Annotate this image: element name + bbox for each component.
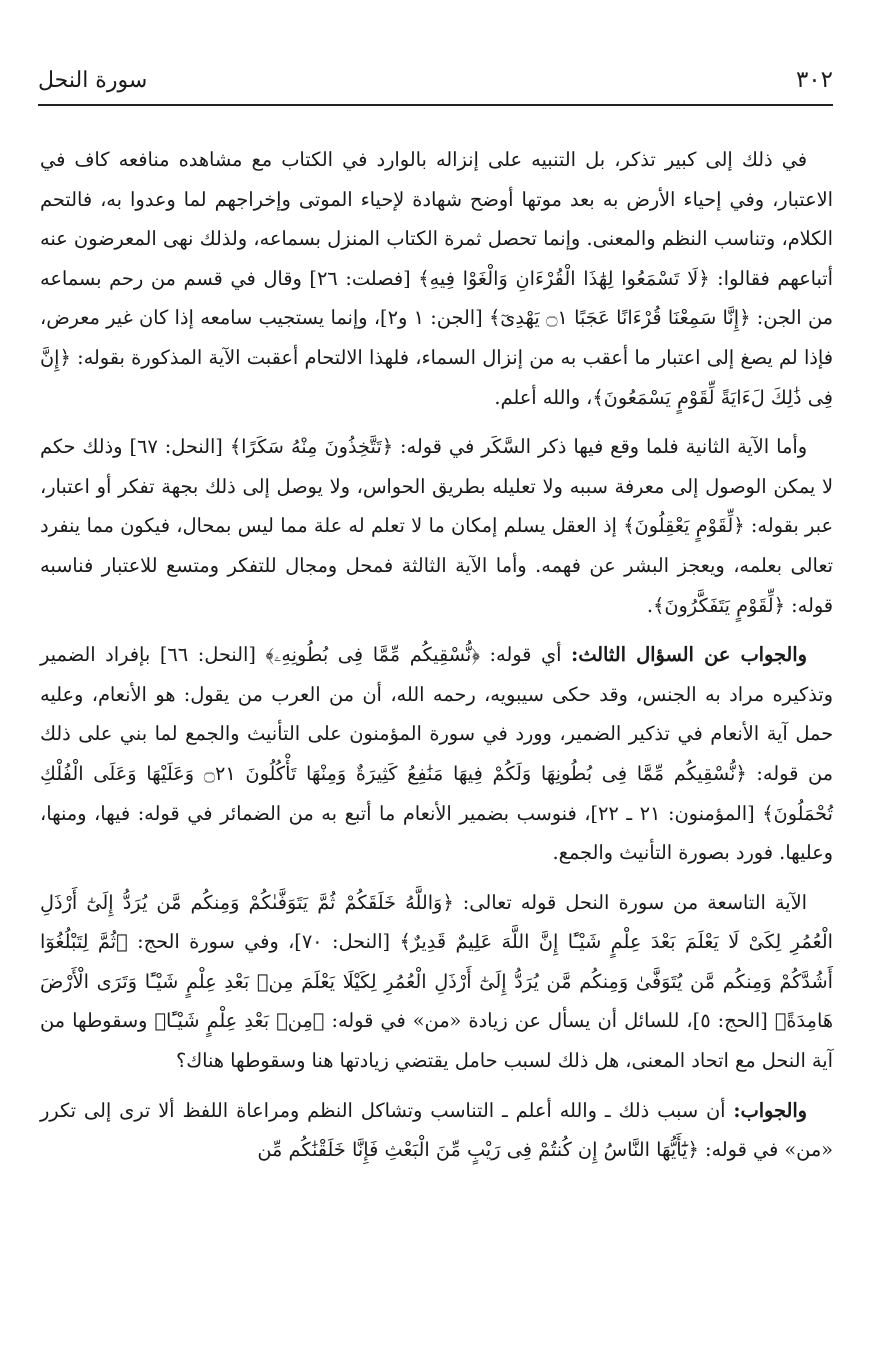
quran-verse: ﴿نُّسْقِيكُم مِّمَّا فِى بُطُونِهَا وَلَكُمْ فِيهَا مَنَٰفِعُ كَثِيرَةٌ وَمِنْهَا تَأْكُلُونَ ۝٢١ وَعَلَيْهَا وَعَلَى الْفُلْكِ تُحْمَلُونَ﴾ — [40, 761, 833, 825]
quran-verse: ﴿وَاللَّهُ خَلَقَكُمْ ثُمَّ يَتَوَفَّىٰكُمْ وَمِنكُم مَّن يُرَدُّ إِلَىٰٓ أَرْذَلِ الْعُمُرِ لِكَىْ لَا يَعْلَمَ بَعْدَ عِلْمٍ شَيْـًٔا إِنَّ اللَّهَ عَلِيمٌ قَدِيرٌ﴾ — [40, 890, 833, 954]
paragraph — [40, 1091, 833, 1170]
quran-verse: ﴿لِّقَوْمٍ يَعْقِلُونَ﴾ — [623, 514, 745, 538]
paragraph — [40, 635, 833, 873]
paragraph-text: الآية التاسعة من سورة النحل قوله تعالى: — [453, 890, 807, 914]
quran-verse: ﴿إِنَّ فِى ذَٰلِكَ لَءَايَةً لِّقَوْمٍ يَسْمَعُونَ﴾ — [40, 345, 833, 409]
paragraph-text: [النحل: ٧٠]، وفي سورة الحج: — [127, 930, 400, 954]
paragraph-text: في ذلك إلى كبير تذكر، بل التنبيه على إنزاله بالوارد في الكتاب مع مشاهده منافعه كاف في الاعتبار، وفي إحياء الأرض به بعد موتها أوضح شهادة لإحياء الموتى وإخراجهم لما وعدوا به، فالتحم الكلام، وتناسب النظم والمعنى. وإنما تحصل ثمرة الكتاب المنزل بسماعه، ولذلك نهى المعرضون عنه أتباعهم فقالوا: — [40, 148, 833, 290]
page-header — [38, 56, 833, 98]
page-number: ٣٠٢ — [795, 67, 833, 93]
paragraph-text: وأما الآية الثانية فلما وقع فيها ذكر السَّكَر في قوله: — [393, 435, 808, 459]
paragraph — [40, 427, 833, 625]
paragraph-text: أي قوله: — [479, 643, 572, 667]
quran-verse: ﴿تَتَّخِذُونَ مِنْهُ سَكَرًا﴾ — [229, 435, 393, 459]
quran-verse: ﴿لَا تَسْمَعُوا لِهَٰذَا الْقُرْءَانِ وَالْغَوْا فِيهِ﴾ — [418, 266, 710, 290]
paragraph-text: أن سبب ذلك ـ والله أعلم ـ التناسب وتشاكل النظم ومراعاة اللفظ ألا ترى إلى تكرر «من» في قوله: — [40, 1098, 833, 1162]
quran-verse: ﴿نُّسْقِيكُم مِّمَّا فِى بُطُونِهِۦ﴾ — [265, 643, 480, 667]
paragraph — [40, 140, 833, 417]
quran-verse: ﴿يَٰٓأَيُّهَا النَّاسُ إِن كُنتُمْ فِى رَيْبٍ مِّنَ الْبَعْثِ فَإِنَّا خَلَقْنَٰكُم مِّن — [257, 1138, 699, 1162]
quran-verse: ﴿مِنۢ بَعْدِ عِلْمٍ شَيْـًٔا﴾ — [154, 1009, 325, 1033]
quran-verse: ﴿ثُمَّ لِتَبْلُغُوٓا أَشُدَّكُمْ وَمِنكُم مَّن يُتَوَفَّىٰ وَمِنكُم مَّن يُرَدُّ إِلَىٰٓ أَرْذَلِ الْعُمُرِ لِكَيْلَا يَعْلَمَ مِنۢ بَعْدِ عِلْمٍ شَيْـًٔا وَتَرَى الْأَرْضَ هَامِدَةً﴾ — [40, 930, 833, 1033]
paragraph-text: [المؤمنون: ٢١ ـ ٢٢]، فنوسب بضمير الأنعام ما أتبع به من الضمائر في قوله: فيها، ومنها، وعليها. فورد بصورة التأنيث والجمع. — [40, 801, 833, 865]
running-title: سورة النحل — [38, 68, 148, 93]
paragraph-text: . — [646, 593, 654, 617]
paragraph-text: إذ العقل يسلم إمكان ما لا تعلم له علة مما ليس بمحال، فيكون مما ينفرد تعالى بعلمه، ويعجز البشر عن فهمه. وأما الآية الثالثة فمحل ومجال للتفكر ومتسع للاعتبار فناسبه قوله: — [40, 514, 833, 617]
paragraph-text: [النحل: ٦٦] بإفراد الضمير وتذكيره مراد به الجنس، وقد حكى سيبويه، رحمه الله، أن من العرب من يقول: هو الأنعام، وعليه حمل آية الأنعام في تذكير الضمير، وورد في سورة المؤمنون على التأنيث والجمع لما بني على ذلك من قوله: — [40, 643, 833, 785]
answer-heading: والجواب: — [733, 1098, 807, 1122]
paragraph-text: [الجن: ١ و٢]، وإنما يستجيب سامعه إذا كان غير معرض، فإذا لم يصغ إلى اعتبار ما أعقب به من إنزال السماء، فلهذا الالتحام أعقبت الآية المذكورة بقوله: — [40, 306, 833, 369]
paragraph-text: [الحج: ٥]، للسائل أن يسأل عن زيادة «من» في قوله: — [324, 1009, 775, 1033]
paragraph-text: [فصلت: ٢٦] وقال في قسم من رحم بسماعه من الجن: — [40, 266, 833, 330]
quran-verse: ﴿لِّقَوْمٍ يَتَفَكَّرُونَ﴾ — [653, 593, 785, 617]
paragraph — [40, 883, 833, 1081]
paragraph-text: ، والله أعلم. — [494, 385, 593, 409]
paragraph-text: وسقوطها من آية النحل مع اتحاد المعنى، هل ذلك لسبب حامل يقتضي زيادتها هنا وسقوطها هناك؟ — [40, 1009, 833, 1073]
answer-heading: والجواب عن السؤال الثالث: — [571, 643, 807, 667]
body-text — [40, 140, 833, 1170]
paragraph-text: [النحل: ٦٧] وذلك حكم لا يمكن الوصول إلى معرفة سببه ولا تعليله بطريق الحواس، ولا يوصل إلى ذلك بجهة تفكر أو اعتبار، عبر بقوله: — [40, 435, 833, 538]
quran-verse: ﴿إِنَّا سَمِعْنَا قُرْءَانًا عَجَبًا ۝١ يَهْدِىٓ﴾ — [489, 306, 751, 330]
header-rule — [38, 104, 833, 106]
